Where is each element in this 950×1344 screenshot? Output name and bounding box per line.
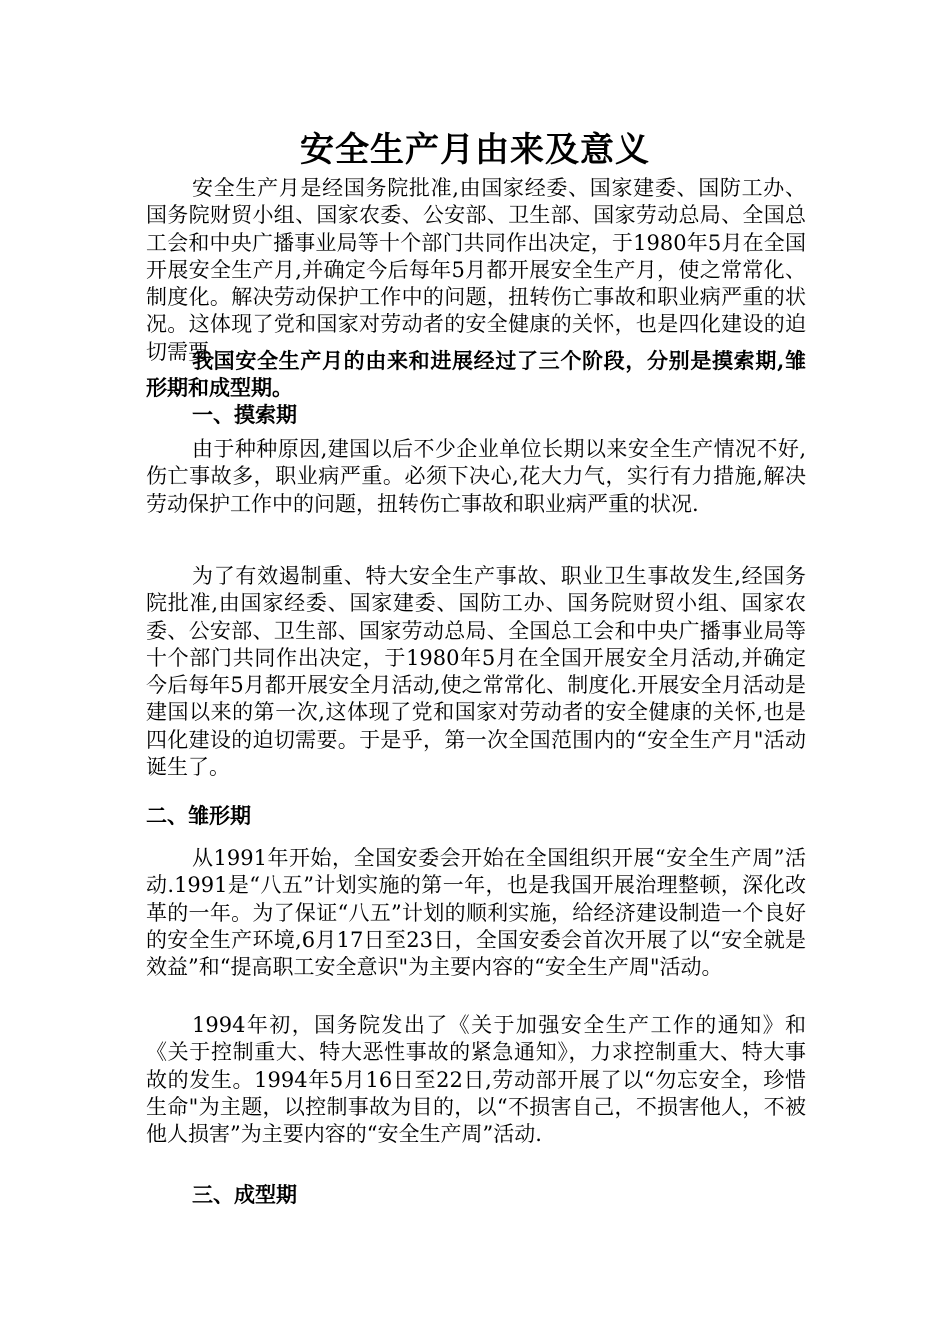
- section2-paragraph-1: 从1991年开始，全国安委会开始在全国组织开展“安全生产周”活动.1991是“八五”计划实施的第一年，也是我国开展治理整顿，深化改革的一年。为了保证“八五”计划的顺利实施，给经济建设制造一个良好的安全生产环境,6月17日至23日，全国安委会首次开展了以“安全就是效益”和“提高职工安全意识"为主要内容的“安全生产周"活动。: [146, 846, 806, 980]
- section2-paragraph-2: 1994年初，国务院发出了《关于加强安全生产工作的通知》和《关于控制重大、特大恶性事故的紧急通知》，力求控制重大、特大事故的发生。1994年5月16日至22日,劳动部开展了以“勿忘安全，珍惜生命"为主题，以控制事故为目的，以“不损害自己，不损害他人，不被他人损害”为主要内容的“安全生产周”活动.: [146, 1013, 806, 1147]
- intro-paragraph: 安全生产月是经国务院批准,由国家经委、国家建委、国防工办、国务院财贸小组、国家农委、公安部、卫生部、国家劳动总局、全国总工会和中央广播事业局等十个部门共同作出决定，于1980年5月在全国开展安全生产月,并确定今后每年5月都开展安全生产月，使之常常化、制度化。解决劳动保护工作中的问题，扭转伤亡事故和职业病严重的状况。这体现了党和国家对劳动者的安全健康的关怀，也是四化建设的迫切需要.: [146, 176, 806, 364]
- section-heading-embryonic: 二、雏形期: [146, 803, 251, 828]
- section-heading-exploration: 一、摸索期: [192, 402, 297, 427]
- section1-paragraph-2: 为了有效遏制重、特大安全生产事故、职业卫生事故发生,经国务院批准,由国家经委、国家建委、国防工办、国务院财贸小组、国家农委、公安部、卫生部、国家劳动总局、全国总工会和中央广播事业局等十个部门共同作出决定，于1980年5月在全国开展安全月活动,并确定今后每年5月都开展安全月活动,使之常常化、制度化.开展安全月活动是建国以来的第一次,这体现了党和国家对劳动者的安全健康的关怀,也是四化建设的迫切需要。于是乎，第一次全国范围内的“安全生产月"活动诞生了。: [146, 564, 806, 780]
- section-heading-formed: 三、成型期: [192, 1182, 297, 1207]
- section1-paragraph-1: 由于种种原因,建国以后不少企业单位长期以来安全生产情况不好,伤亡事故多，职业病严重。必须下决心,花大力气，实行有力措施,解决劳动保护工作中的问题，扭转伤亡事故和职业病严重的状况.: [146, 437, 806, 516]
- summary-paragraph: 我国安全生产月的由来和进展经过了三个阶段，分别是摸索期,雏形期和成型期。: [146, 348, 806, 401]
- page-title: 安全生产月由来及意义: [300, 130, 650, 170]
